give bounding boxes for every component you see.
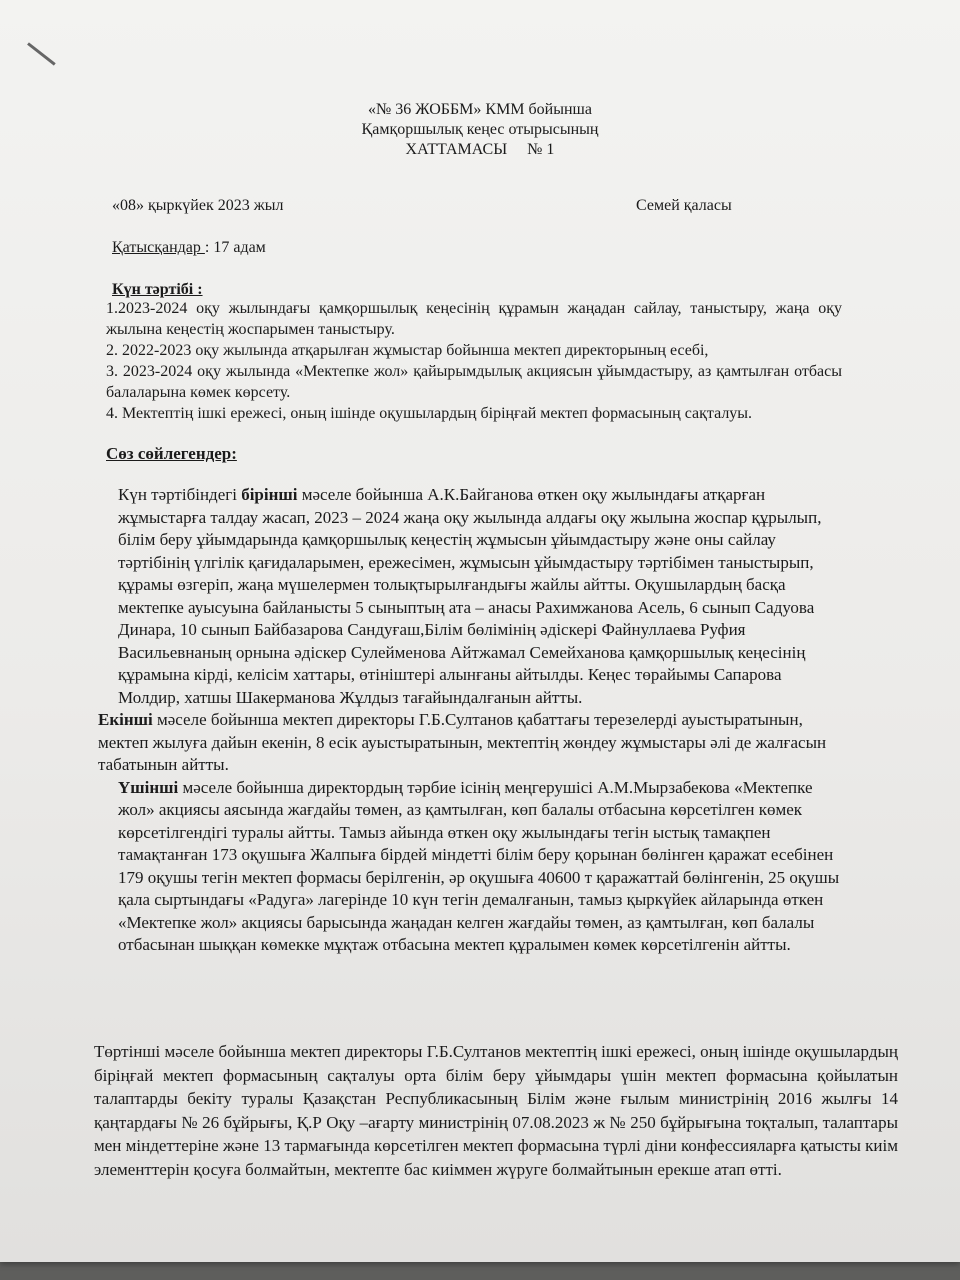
paragraph-text: мәселе бойынша А.К.Байганова өткен оқу жылындағы атқарған жұмыстарға талдау жасап, 2023 – 2024 жаңа оқу жылында алдағы оқу жылына жоспар құрылып, білім беру ұйымдарында қамқоршылық кеңестің жұмысын ұйымдастыру және оны сайлау тәртібінің үлгілік қағидаларымен, ережесімен, жұмысын ұйымдастыру тәртібімен таныстырып, құрамы өзгеріп, жаңа мүшелермен толықтырылғандығы жайлы айтты. Оқушылардың басқа мектепке ауысуына байланысты 5 сыныптың ата – анасы Рахимжанова Асель, 6 сынып Садуова Динара, 10 сынып Байбазарова Сандуғаш,Білім бөлімінің әдіскері Файнуллаева Руфия Васильевнаның орнына әдіскер Сулейменова Айтжамал Семейханова қамқоршылық кеңесінің құрамына кірді, келісім хаттары, өтініштері алынғаны айтылды. Кеңес төрайымы Сапарова Молдир, хатшы Шакерманова Жұлдыз тағайындалғанын айтты. [118,485,822,707]
attendees-label: Қатысқандар [112,239,205,256]
attendees-line [112,239,266,257]
paragraph-fourth-item: Төртінші мәселе бойынша мектеп директоры Г.Б.Султанов мектептің ішкі ережесі, оның ішінде оқушылардың біріңғай мектеп формасының сақталуы орта білім беру ұйымдары үшін мектеп формасына қойылатын талаптарды бекіту туралы Қазақстан Республикасының Білім және ғылым министрінің 2016 жылғы 14 қаңтардағы № 26 бұйрығы, Қ.Р Оқу –ағарту министрінің 07.08.2023 ж № 250 бұйрығына тоқталып, талаптары мен міндеттеріне және 13 тармағында көрсетілген мектеп формасына түрлі діни конфессияларға қатысты киім элементтерін қосуға болмайтын, мектепте бас киіммен жүруге болмайтынын ерекше атап өтті. [94,1042,898,1179]
paragraph-lead: Күн тәртібіндегі [118,485,242,504]
header-title: ХАТТАМАСЫ № 1 [405,141,555,158]
paragraph-third-item [98,777,846,957]
header-council: Қамқоршылық кеңес отырысының [361,121,599,138]
agenda-item: 1.2023-2024 оқу жылындағы қамқоршылық кеңесінің құрамын жаңадан сайлау, таныстыру, жаңа оқу жылына кеңестің жоспарымен таныстыру. [106,300,842,338]
paragraph-ordinal: Үшінші [118,777,179,797]
paragraph-text: мәселе бойынша мектеп директоры Г.Б.Султанов қабаттағы терезелерді ауыстыратынын, мектеп жылуға дайын екенін, 8 есік ауыстыратынын, мектептің жөндеу жұмыстары әлі де жалғасын табатынын айтты. [98,710,827,774]
agenda-item: 3. 2023-2024 оқу жылында «Мектепке жол» қайырымдылық акциясын ұйымдастыру, аз қамтылған отбасы балаларына көмек көрсету. [106,363,842,401]
meeting-date: «08» қыркүйек 2023 жыл [112,197,284,214]
header-organization: «№ 36 ЖОББМ» КММ бойынша [368,101,592,118]
paragraph-ordinal: бірінші [241,485,298,504]
agenda-list [106,298,842,424]
minutes-body [98,484,846,957]
agenda-title: Күн тәртібі : [112,281,203,298]
paragraph-ordinal: Екінші [98,710,153,729]
paragraph-second-item [98,709,846,777]
meeting-city: Семей қаласы [636,197,732,214]
agenda-item: 4. Мектептің ішкі ережесі, оның ішінде оқушылардың біріңғай мектеп формасының сақталуы. [106,405,753,422]
paragraph-first-item [98,484,846,709]
paragraph-text: мәселе бойынша директордың тәрбие ісінің меңгерушісі А.М.Мырзабекова «Мектепке жол» акциясы аясында жағдайы төмен, аз қамтылған, көп балалы отбасына көрсетілген көмек көрсетілгендігі туралы айтты. Тамыз айында өткен оқу жылындағы тегін ыстық тамақпен тамақтанған 173 оқушыға Жалпыға бірдей міндетті білім беру қорынан бөлінген қаражат есебінен 179 оқушы тегін мектеп формасы берілгенін, әр оқушыға 40600 т қаражаттай бөлінгенін, 25 оқушы қала сыртындағы «Радуга» лагерінде 10 күн тегін демалғанын, тамыз қыркүйек айларында өткен «Мектепке жол» акциясы барысында жаңадан келген жағдайы төмен, аз қамтылған, көп балалы отбасынан шыққан көмекке мұқтаж отбасына мектеп құралымен көмек көрсетілгенін айтты. [118,777,840,954]
attendees-value: : 17 адам [204,239,266,256]
page-crease-mark [27,42,56,65]
document-header [0,100,960,160]
agenda-item: 2. 2022-2023 оқу жылында атқарылған жұмыстар бойынша мектеп директорының есебі, [106,342,709,359]
minutes-body-continued [94,1040,898,1181]
speakers-title: Сөз сөйлегендер: [106,444,237,463]
